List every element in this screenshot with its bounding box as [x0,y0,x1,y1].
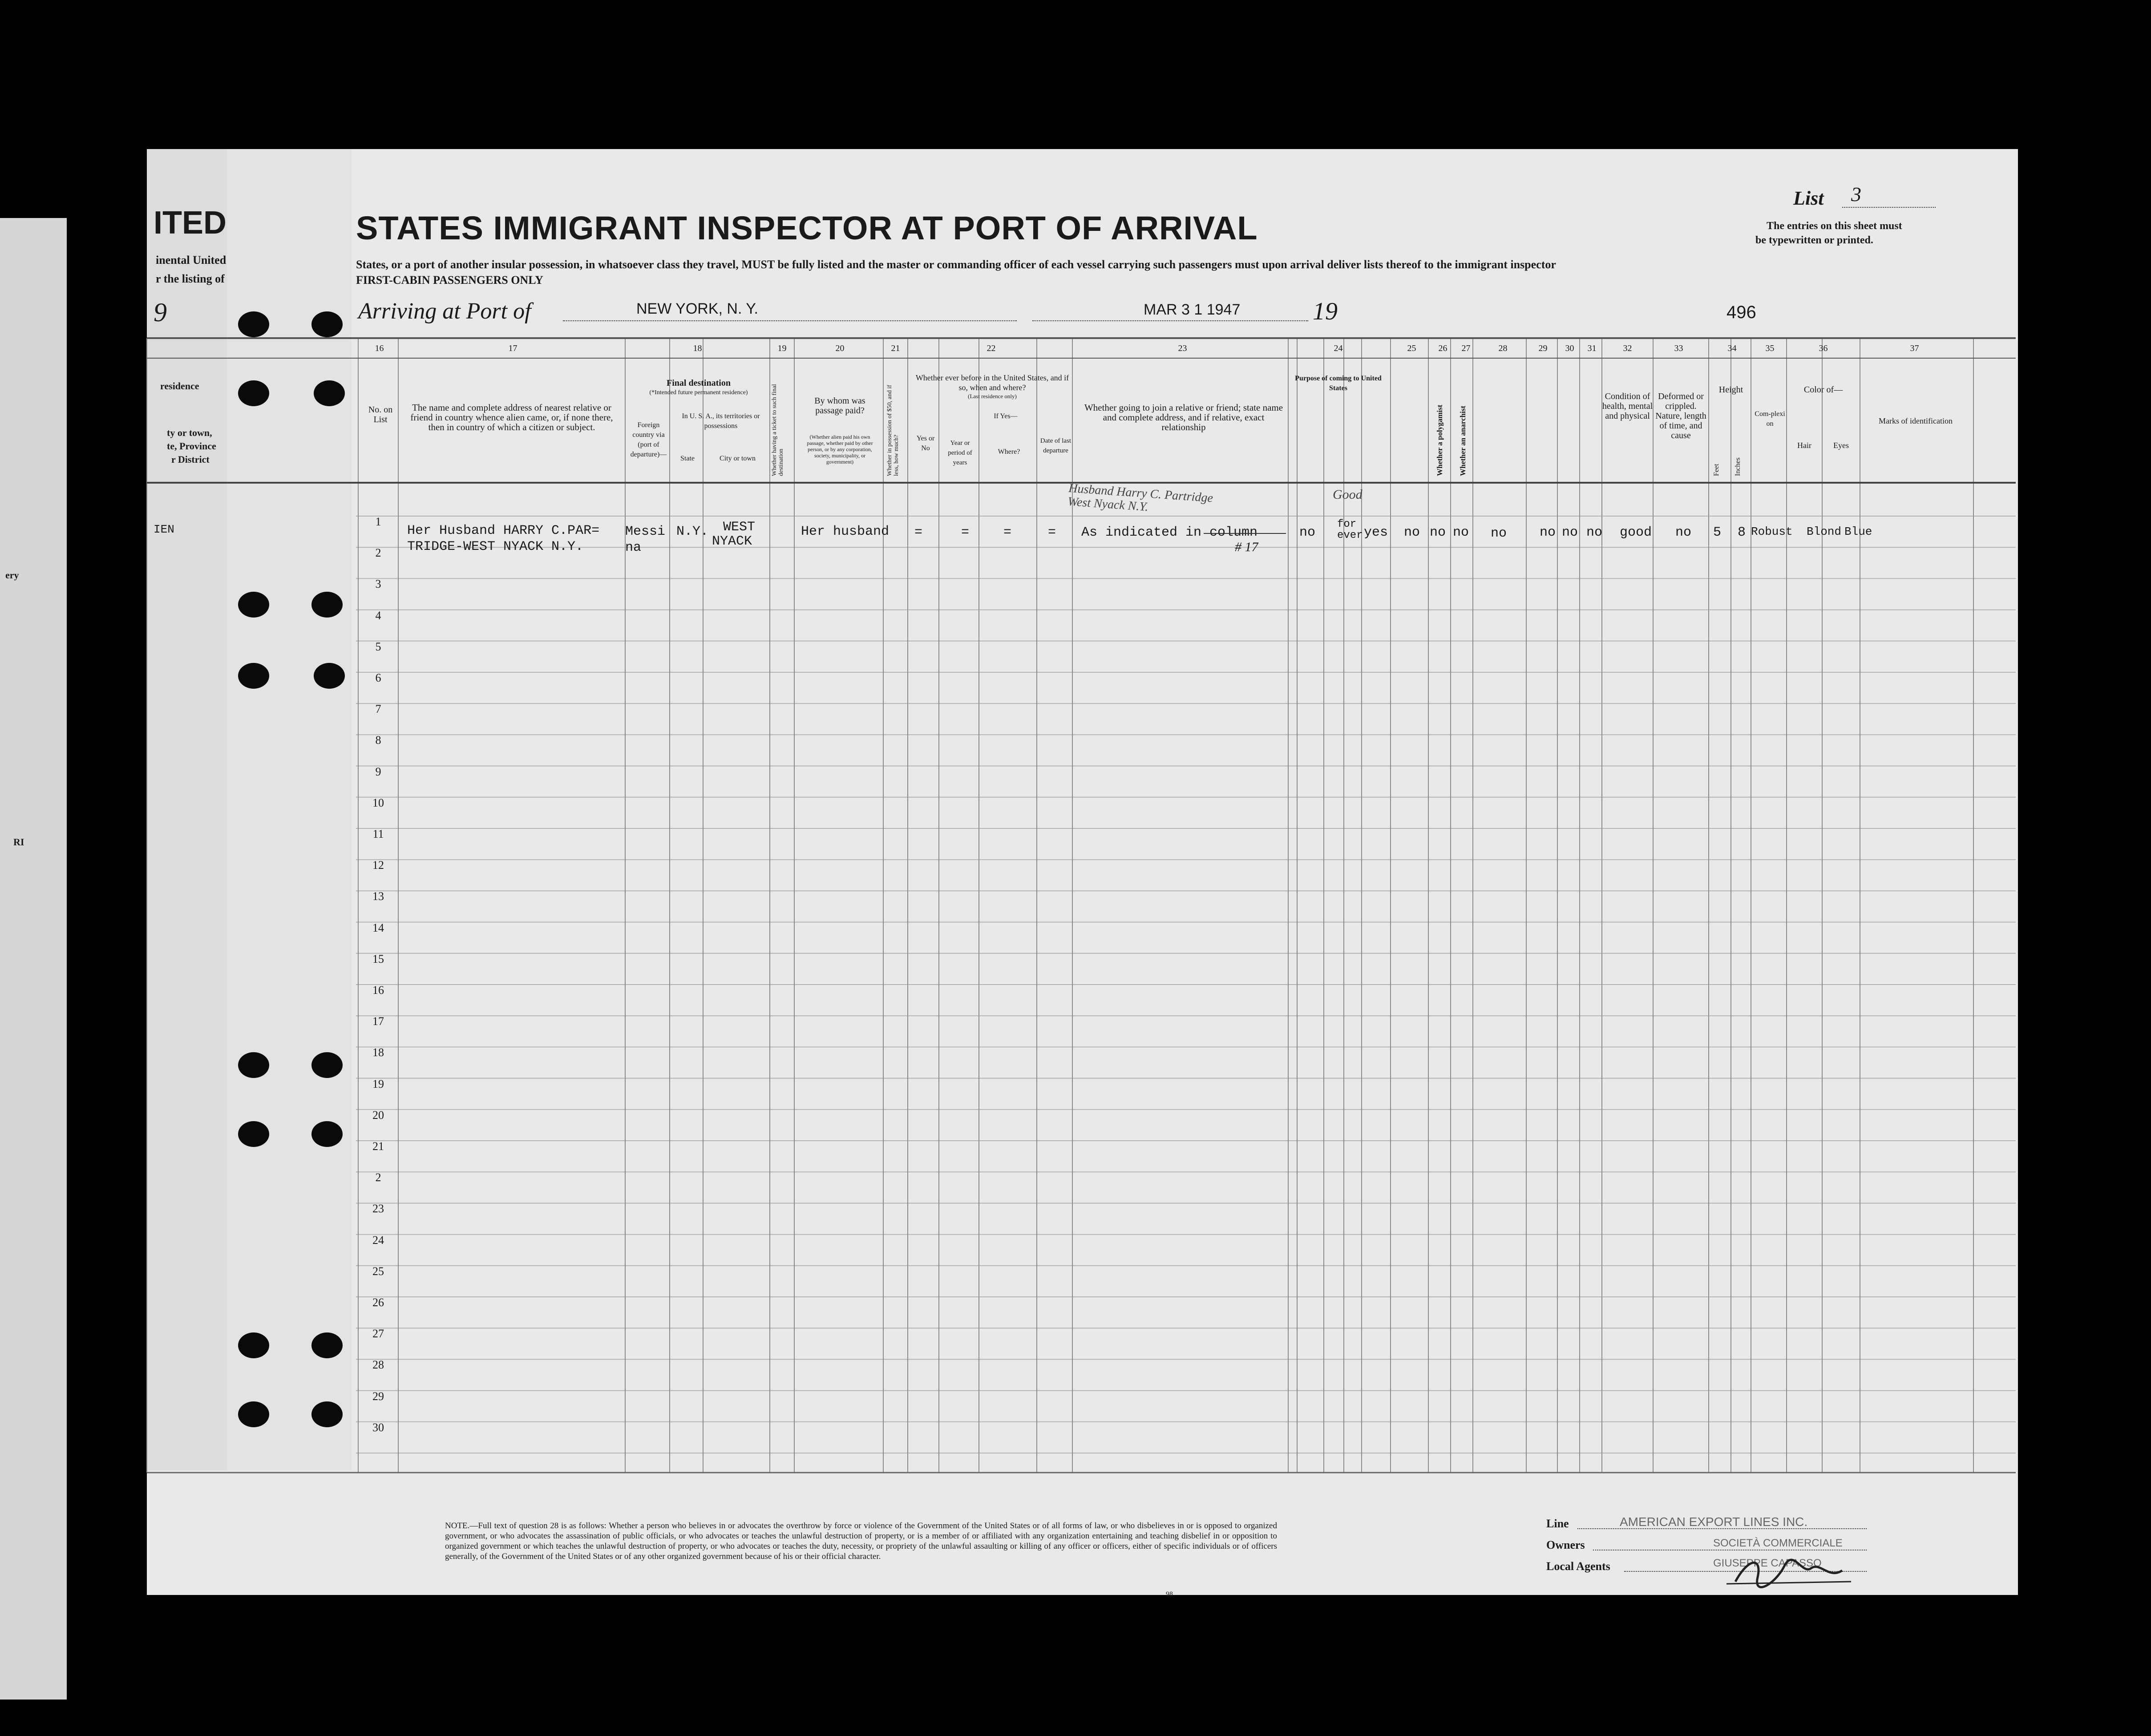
left-fragment: inental United [156,254,226,266]
col-num: 36 [1819,343,1828,353]
punch-hole [311,592,343,618]
col16-header: No. on List [368,405,393,424]
col22-date: Date of last departure [1040,437,1071,454]
passage-paid-by: Her husband [801,524,890,539]
punch-hole [238,1401,269,1427]
row-number: 29 [372,1389,384,1403]
row-number: 23 [372,1202,384,1215]
joining-reference: # 17 [1235,540,1258,554]
row-number: 12 [372,859,384,872]
col22-value: = [1048,525,1056,540]
list-number: 3 [1851,183,1861,206]
punch-hole [238,380,269,406]
punch-hole [311,1121,343,1147]
row-number: 20 [372,1108,384,1122]
punch-hole [238,592,269,618]
col34-header: Height [1718,385,1743,395]
col22-sub: (Last residence only) [968,393,1017,400]
stamp-number: 496 [1726,303,1756,322]
col26-value: no [1430,525,1446,540]
health-condition: good [1620,525,1652,540]
col24-value: ever [1337,529,1363,541]
col-num: 30 [1565,343,1574,353]
col37-header: Marks of identification [1879,416,1953,425]
left-strip-province: te, Province [167,440,216,452]
col22-where: Where? [998,448,1020,456]
col-num: 16 [375,343,384,353]
row-number: 16 [372,984,384,997]
row-number: 4 [375,609,381,622]
col-num: 25 [1407,343,1416,353]
left-strip-alien: IEN [154,523,174,536]
row-number: 11 [372,828,384,840]
col18-sub: (*Intended future permanent residence) [649,389,748,396]
row-number: 5 [375,640,381,653]
owners-value: SOCIETÀ COMMERCIALE [1713,1537,1843,1549]
list-number-line [1842,207,1936,208]
row-number: 2 [375,1171,381,1184]
row-number: 15 [372,952,384,965]
punch-hole [311,311,343,337]
col22-value: = [1003,525,1012,540]
port-of-arrival: NEW YORK, N. Y. [636,300,758,317]
foreign-port: na [625,540,642,555]
row-number: 3 [375,577,381,591]
col-num: 27 [1461,343,1471,353]
col27-value: no [1453,525,1469,540]
col18-city: City or town [720,455,756,462]
prev-page-text: RI [13,836,24,848]
punch-hole [314,663,345,689]
list-label: List [1793,187,1824,209]
punch-hole [238,663,269,689]
col18-foreign: Foreign country via (port of departure)— [630,421,667,458]
col36-eyes: Eyes [1833,441,1849,450]
handwritten-note: Husband Harry C. Partridge West Nyack N.Y. [1067,481,1213,514]
col22-year: Year or period of years [948,440,972,466]
col35-header: Com-plexion [1755,410,1785,428]
left-strip-town: ty or town, [167,427,212,438]
height-inches: 8 [1738,525,1746,540]
col23-header: Whether going to join a relative or friend; state name and complete address, and if relative, exact relationship [1084,402,1283,432]
col18-header: Final destination [667,378,731,388]
relative-address: TRIDGE-WEST NYACK N.Y. [407,539,584,554]
col24-value: yes [1364,525,1388,540]
punch-hole [314,380,345,406]
agents-field [1624,1571,1867,1572]
col36-header: Color of— [1803,385,1843,395]
col-num: 24 [1334,343,1343,353]
col20-sub: (Whether alien paid his own passage, whether paid by other person, or by any corporation, society, municipality, or government) [807,434,873,465]
left-strip-district: r District [171,454,210,465]
class-line: FIRST-CABIN PASSENGERS ONLY [356,274,543,287]
col-num: 22 [987,343,996,353]
punch-hole [311,1052,343,1078]
col34-feet: Feet [1713,464,1720,476]
row-number: 1 [375,515,381,528]
row-number: 13 [372,890,384,903]
col24-value: for [1337,518,1357,530]
col31-value: no [1586,525,1603,540]
col34-inches: Inches [1734,457,1742,476]
page-title: STATES IMMIGRANT INSPECTOR AT PORT OF ARRIVAL [356,210,1258,246]
col36-hair: Hair [1797,441,1811,450]
col-num: 28 [1498,343,1508,353]
left-year-digit: 9 [154,298,167,327]
col21-value: = [914,525,923,540]
col-num: 35 [1765,343,1775,353]
joining-relative: As indicated in column [1081,525,1258,540]
line-value: AMERICAN EXPORT LINES INC. [1620,1515,1808,1529]
col33-header: Deformed or crippled. Nature, length of time, and cause [1655,392,1706,440]
col-num: 29 [1538,343,1548,353]
header-instruction: States, or a port of another insular possession, in whatsoever class they travel, MUST be fully listed and the master or commanding officer of each vessel carrying such passengers must upon arrival deliver lists thereof to the immigrant inspector [356,258,1556,271]
row-number: 8 [375,734,381,747]
col28-value: no [1491,526,1507,541]
col22-value: = [961,525,970,540]
punch-hole [238,311,269,337]
eye-color: Blue [1844,525,1872,538]
col-num: 19 [777,343,787,353]
col-num: 20 [835,343,845,353]
agents-value: GIUSEPPE CAPASSO [1713,1557,1822,1569]
row-number: 19 [372,1077,384,1090]
col21-header: Whether in possession of $50, and if less, how much? [886,385,900,476]
col22-ifyes: If Yes— [994,412,1018,420]
col-num: 37 [1910,343,1919,353]
dest-city: NYACK [712,534,752,549]
year-prefix: 19 [1313,298,1338,325]
arriving-label: Arriving at Port of [358,299,531,324]
col18-state: State [680,455,695,462]
port-line [563,320,1017,321]
col-num: 23 [1178,343,1187,353]
owners-label: Owners [1546,1538,1585,1551]
row-number: 17 [372,1015,384,1028]
left-strip-residence: residence [160,380,199,392]
col29-value: no [1540,525,1556,540]
row-number: 28 [372,1358,384,1372]
row-number: 10 [372,796,384,809]
row-number: 30 [372,1421,384,1434]
col22-yesno: Yes or No [916,435,935,452]
prev-page-text: ery [5,569,19,581]
punch-hole [311,1332,343,1358]
handwritten-note: Good [1333,487,1363,502]
strike-line [1204,533,1286,534]
relative-address: Her Husband HARRY C.PAR= [407,523,600,538]
col-num: 21 [891,343,900,353]
col-num: 33 [1674,343,1683,353]
left-title-fragment: ITED [154,205,227,241]
entries-note: The entries on this sheet must [1767,220,1902,232]
row-number: 24 [372,1233,384,1247]
col22-header: Whether ever before in the United States, and if so, when and where? [915,373,1069,392]
row-number: 6 [375,671,381,684]
dest-state: N.Y. [676,524,709,539]
punch-hole [238,1121,269,1147]
row-number: 14 [372,921,384,934]
row-number: 18 [372,1046,384,1059]
col32-header: Condition of health, mental and physical [1602,392,1653,421]
punch-hole [311,1401,343,1427]
entries-note: be typewritten or printed. [1755,234,1873,246]
col19-header: Whether having a ticket to such final destination [771,384,784,476]
punch-hole [238,1052,269,1078]
footer-code: 98 [1166,1591,1173,1598]
col-num: 18 [693,343,702,353]
date-line [1032,320,1308,321]
row-number: 26 [372,1296,384,1309]
col18-usa: In U. S. A., its territories or possessions [682,412,760,430]
row-number: 25 [372,1264,384,1278]
col17-header: The name and complete address of nearest relative or friend in country whence alien came, or, if none there, then in country of which a citizen or subject. [410,402,613,432]
row-number: 27 [372,1327,384,1340]
foreign-port: Messi [625,524,666,539]
col20-header: By whom was passage paid? [814,396,865,416]
col-num: 32 [1623,343,1632,353]
row-number: 7 [375,702,381,716]
row-number: 9 [375,765,381,778]
punch-hole [238,1332,269,1358]
height-feet: 5 [1713,525,1722,540]
col25-value: no [1404,525,1420,540]
col-num: 17 [508,343,518,353]
col24-value: no [1299,525,1316,540]
col26-header: Whether a polygamist [1435,404,1444,476]
left-fragment: r the listing of [156,272,225,285]
col30-value: no [1562,525,1578,540]
agents-label: Local Agents [1546,1560,1610,1573]
col-num: 31 [1587,343,1597,353]
footnote: NOTE.—Full text of question 28 is as follows: Whether a person who believes in or advocates the overthrow by force or violence of the Government of the United States or of all forms of law, or who disbelieves in or is opposed to organized government, or who advocates the assassination of public officials, or who advocates or teaches the unlawful destruction of property, or is a member of or affiliated with any organization entertaining and teaching disbelief in or opposition to organized government or which teaches the unlawful destruction of property, or who advocates or teaches the duty, necessity, or propriety of the unlawful assaulting or killing of any officer or officers, either of specific individuals or of officers generally, of the Government of the United States or of any other organized government because of his or their official character. [445,1521,1277,1561]
col27-header: Whether an anarchist [1459,405,1467,476]
line-label: Line [1546,1517,1569,1530]
col24-header: Purpose of coming to United States [1295,375,1382,392]
col-num: 34 [1727,343,1737,353]
row-number: 2 [375,546,381,560]
col-num: 26 [1438,343,1447,353]
deformed-value: no [1675,525,1692,540]
row-number: 21 [372,1140,384,1153]
arrival-date: MAR 3 1 1947 [1144,301,1241,318]
hair-color: Blond [1807,525,1842,538]
dest-city: WEST [723,520,756,535]
complexion-value: Robust [1751,525,1793,538]
